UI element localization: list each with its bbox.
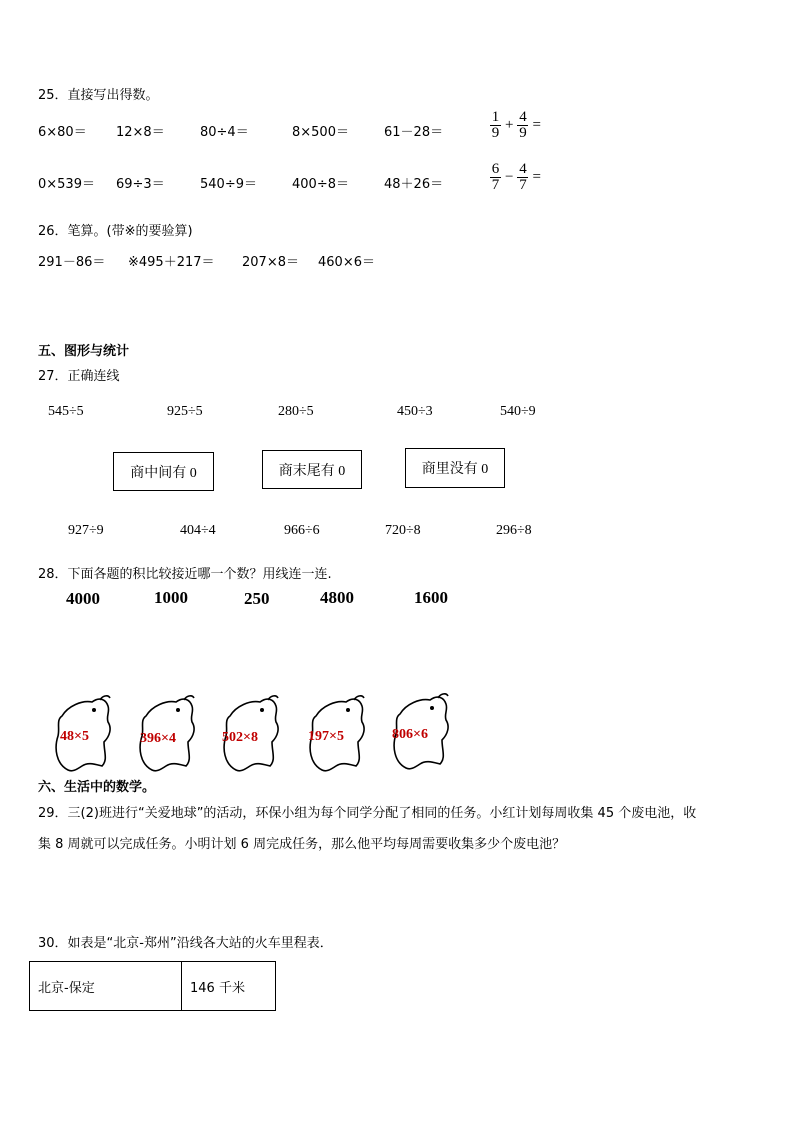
q27-top-expr: 925÷5 [167,404,203,419]
numerator: 1 [491,109,500,125]
mileage-table [29,961,276,1011]
equals-sign: = [532,117,541,133]
target-number: 1000 [154,588,188,607]
q25-item: 8×500＝ [292,125,349,140]
q30-title: 30．如表是“北京-郑州”沿线各大站的火车里程表． [38,936,333,951]
dolphin-label: 197×5 [308,729,344,744]
operator: − [505,169,514,185]
q25-item: 48＋26＝ [384,177,444,192]
numerator: 4 [519,109,527,125]
q25-item: 540÷9＝ [200,177,257,192]
category-box[interactable]: 商中间有 0 [113,452,214,491]
denominator: 9 [491,125,500,141]
target-number: 4800 [320,588,354,607]
q26-item: 291－86＝ [38,255,106,270]
dolphin-label: 48×5 [60,729,89,744]
dolphin-label: 396×4 [140,731,176,746]
q26-title: 26．笔算。(带※的要验算) [38,224,193,239]
q25-item: 69÷3＝ [116,177,165,192]
q27-bottom-expr: 296÷8 [496,523,532,538]
denominator: 7 [491,177,500,193]
table-cell: 北京-保定 [30,962,182,1011]
denominator: 9 [519,125,527,141]
category-box[interactable]: 商里没有 0 [405,448,505,488]
q27-top-expr: 450÷3 [397,404,433,419]
denominator: 7 [519,177,527,193]
dolphin-label: 806×6 [392,727,428,742]
table-cell: 146 千米 [182,962,276,1011]
q28-title: 28．下面各题的积比较接近哪一个数？用线连一连. [38,567,332,582]
q27-bottom-expr: 404÷4 [180,523,216,538]
q25-item: 6×80＝ [38,125,87,140]
q26-item: ※495＋217＝ [128,255,215,270]
operator: + [505,117,514,133]
equals-sign: = [532,169,541,185]
q27-top-expr: 280÷5 [278,404,314,419]
q25-item: 61－28＝ [384,125,444,140]
fraction-expression-1 [488,110,543,141]
q25-title: 25．直接写出得数。 [38,88,159,103]
q26-item: 460×6＝ [318,255,375,270]
target-number: 4000 [66,589,100,608]
category-box[interactable]: 商末尾有 0 [262,450,362,489]
target-number: 1600 [414,588,448,607]
section-heading: 六、生活中的数学。 [38,780,156,795]
q25-item: 80÷4＝ [200,125,249,140]
q27-top-expr: 540÷9 [500,404,536,419]
numerator: 4 [519,161,527,177]
q29-line: 29．三(2)班进行“关爱地球”的活动，环保小组为每个同学分配了相同的任务。小红计划每周收集 45 个废电池，收 [38,806,697,821]
numerator: 6 [491,161,500,177]
table-row [30,962,276,1011]
target-number: 250 [244,589,270,608]
section-heading: 五、图形与统计 [38,344,130,359]
q26-item: 207×8＝ [242,255,299,270]
fraction-expression-2 [488,162,543,193]
q27-bottom-expr: 927÷9 [68,523,104,538]
q29-line: 集 8 周就可以完成任务。小明计划 6 周完成任务，那么他平均每周需要收集多少个废电池？ [38,837,566,852]
q25-item: 12×8＝ [116,125,165,140]
q25-item: 0×539＝ [38,177,95,192]
dolphin-label: 502×8 [222,730,258,745]
q25-item: 400÷8＝ [292,177,349,192]
q27-bottom-expr: 966÷6 [284,523,320,538]
q27-title: 27．正确连线 [38,369,120,384]
q27-top-expr: 545÷5 [48,404,84,419]
q27-bottom-expr: 720÷8 [385,523,421,538]
